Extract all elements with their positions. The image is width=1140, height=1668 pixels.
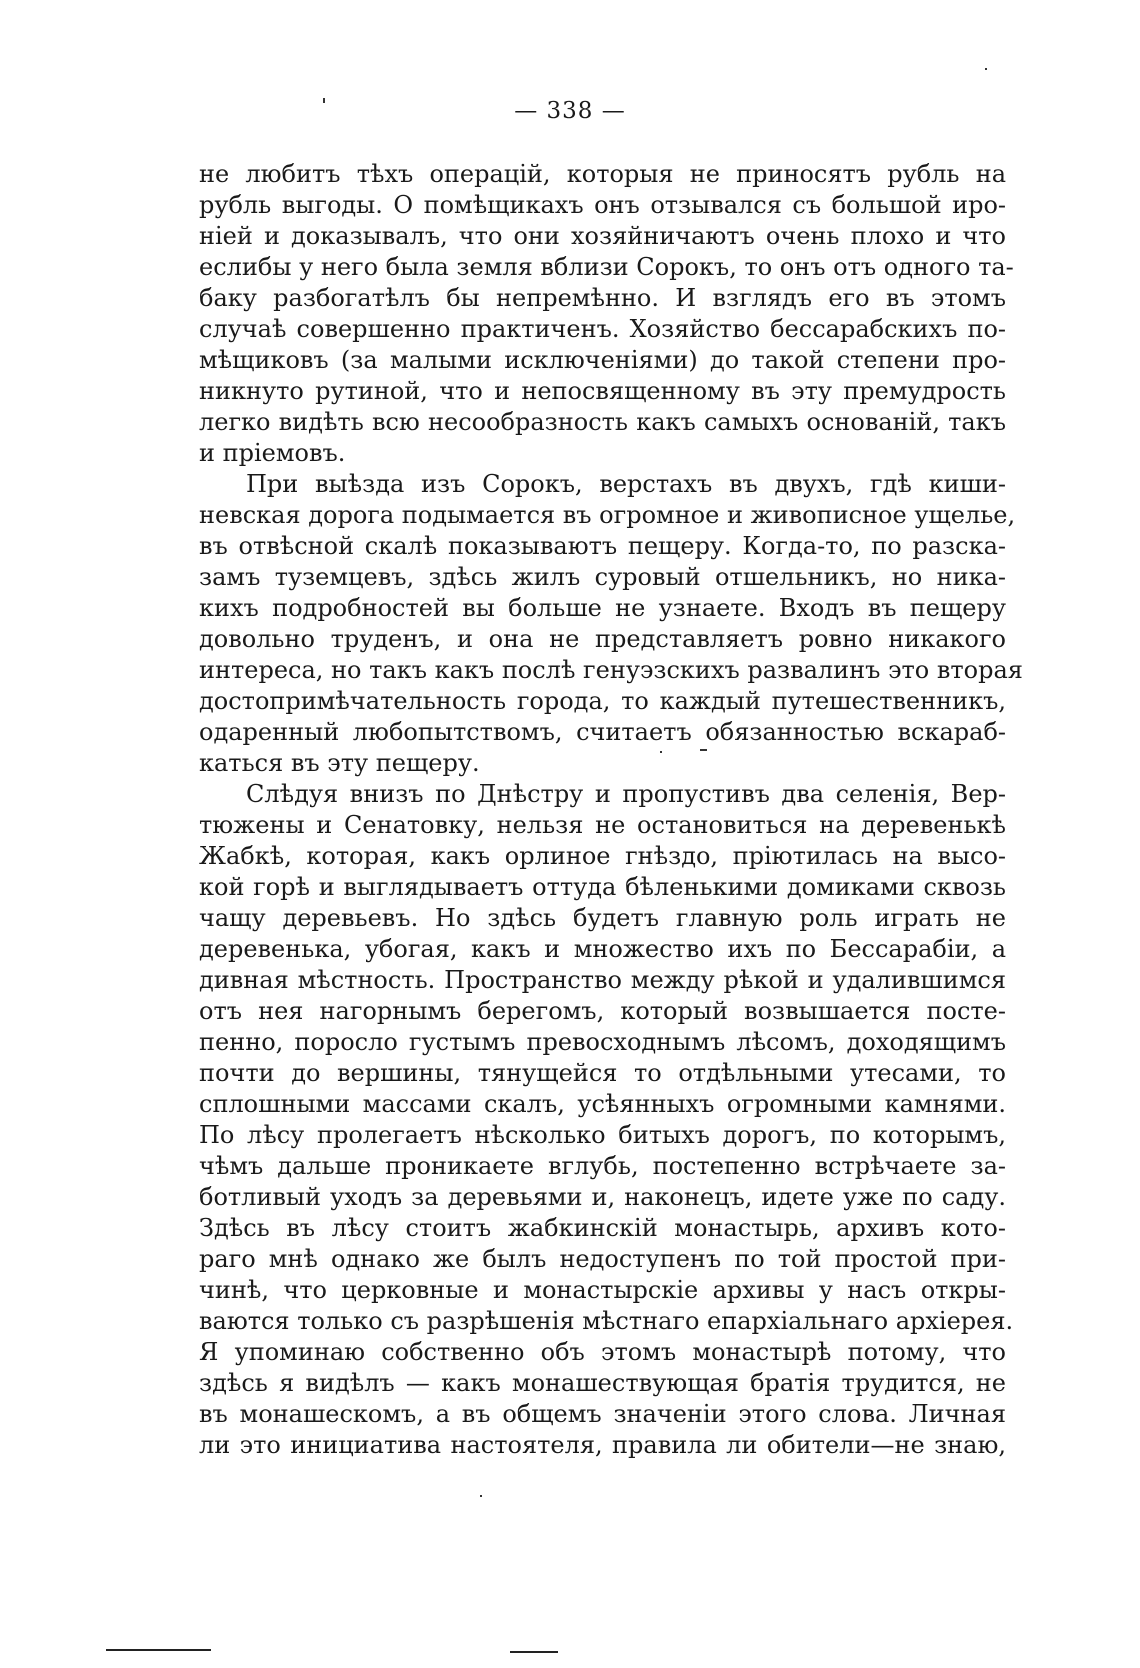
text-line: пенно, поросло густымъ превосходнымъ лѣсомъ, доходящимъ: [199, 1028, 1006, 1056]
body-text: [199, 159, 1023, 1461]
text-line: легко видѣть всю несообразность какъ самыхъ основаній, такъ: [199, 408, 1006, 436]
text-line: ніей и доказывалъ, что они хозяйничаютъ очень плохо и что: [199, 222, 1006, 250]
text-line: рубль выгоды. О помѣщикахъ онъ отзывался съ большой иро-: [199, 191, 1006, 219]
text-line: мѣщиковъ (за малыми исключеніями) до такой степени про-: [199, 346, 1006, 374]
text-line: По лѣсу пролегаетъ нѣсколько битыхъ дорогъ, по которымъ,: [199, 1121, 1006, 1149]
page-number: — 338 —: [514, 98, 626, 124]
text-line: чѣмъ дальше проникаете вглубь, постепенно встрѣчаете за-: [199, 1152, 1006, 1180]
text-line: тюжены и Сенатовку, нельзя не остановиться на деревенькѣ: [199, 811, 1006, 839]
text-line: здѣсь я видѣлъ — какъ монашествующая братія трудится, не: [199, 1369, 1006, 1397]
text-line: невская дорога подымается въ огромное и живописное ущелье,: [199, 501, 1016, 529]
text-line: въ монашескомъ, а въ общемъ значеніи этого слова. Личная: [199, 1400, 1006, 1428]
text-line: чинѣ, что церковные и монастырскіе архивы у насъ откры-: [199, 1276, 1006, 1304]
scan-speck: [700, 749, 707, 751]
text-line: Жабкѣ, которая, какъ орлиное гнѣздо, пріютилась на высо-: [199, 842, 1006, 870]
text-line: При выѣзда изъ Сорокъ, верстахъ въ двухъ, гдѣ киши-: [246, 470, 1006, 498]
text-line: почти до вершины, тянущейся то отдѣльными утесами, то: [199, 1059, 1006, 1087]
text-line: кой горѣ и выглядываетъ оттуда бѣленькими домиками сквозь: [199, 873, 1006, 901]
text-line: интереса, но такъ какъ послѣ генуэзскихъ развалинъ это вторая: [199, 656, 1023, 684]
text-line: баку разбогатѣлъ бы непремѣнно. И взглядъ его въ этомъ: [199, 284, 1006, 312]
text-line: каться въ эту пещеру.: [199, 749, 480, 777]
text-line: дивная мѣстность. Пространство между рѣкой и удалившимся: [199, 966, 1006, 994]
bottom-rule-left: [106, 1649, 211, 1651]
text-line: не любитъ тѣхъ операцій, которыя не приносятъ рубль на: [199, 160, 1006, 188]
scan-speck: [323, 98, 325, 103]
text-line: случаѣ совершенно практиченъ. Хозяйство бессарабскихъ по-: [199, 315, 1006, 343]
text-line: Слѣдуя внизъ по Днѣстру и пропустивъ два селенія, Вер-: [246, 780, 1006, 808]
text-line: Я упоминаю собственно объ этомъ монастырѣ потому, что: [199, 1338, 1006, 1366]
scan-speck: [480, 1495, 482, 1497]
text-line: деревенька, убогая, какъ и множество ихъ по Бессарабіи, а: [199, 935, 1006, 963]
text-line: въ отвѣсной скалѣ показываютъ пещеру. Когда-то, по разска-: [199, 532, 1006, 560]
text-line: сплошными массами скалъ, усѣянныхъ огромными камнями.: [199, 1090, 1006, 1118]
text-line: Здѣсь въ лѣсу стоитъ жабкинскій монастырь, архивъ кото-: [199, 1214, 1006, 1242]
text-line: замъ туземцевъ, здѣсь жилъ суровый отшельникъ, но никa-: [199, 563, 1006, 591]
text-line: ботливый уходъ за деревьями и, наконецъ, идете уже по саду.: [199, 1183, 1006, 1211]
text-line: чащу деревьевъ. Но здѣсь будетъ главную роль играть не: [199, 904, 1006, 932]
text-line: ли это инициатива настоятеля, правила ли обители—не знаю,: [199, 1431, 1006, 1459]
text-line: достопримѣчательность города, то каждый путешественникъ,: [199, 687, 1006, 715]
text-line: довольно труденъ, и она не представляетъ ровно никакого: [199, 625, 1006, 653]
scan-speck: [985, 68, 987, 70]
bottom-rule-center: [510, 1651, 558, 1653]
text-line: ваются только съ разрѣшенія мѣстнаго епархіальнаго архіерея.: [199, 1307, 1014, 1335]
scan-speck: [660, 751, 662, 753]
text-line: и пріемовъ.: [199, 439, 346, 467]
text-line: раго мнѣ однако же былъ недоступенъ по той простой при-: [199, 1245, 1006, 1273]
text-line: кихъ подробностей вы больше не узнаете. Входъ въ пещеру: [199, 594, 1006, 622]
text-line: еслибы у него была земля вблизи Сорокъ, то онъ отъ одного та-: [199, 253, 1014, 281]
text-line: никнуто рутиной, что и непосвященному въ эту премудрость: [199, 377, 1006, 405]
text-line: одаренный любопытствомъ, считаетъ обязанностью вскараб-: [199, 718, 1006, 746]
text-line: отъ нея нагорнымъ берегомъ, который возвышается посте-: [199, 997, 1006, 1025]
